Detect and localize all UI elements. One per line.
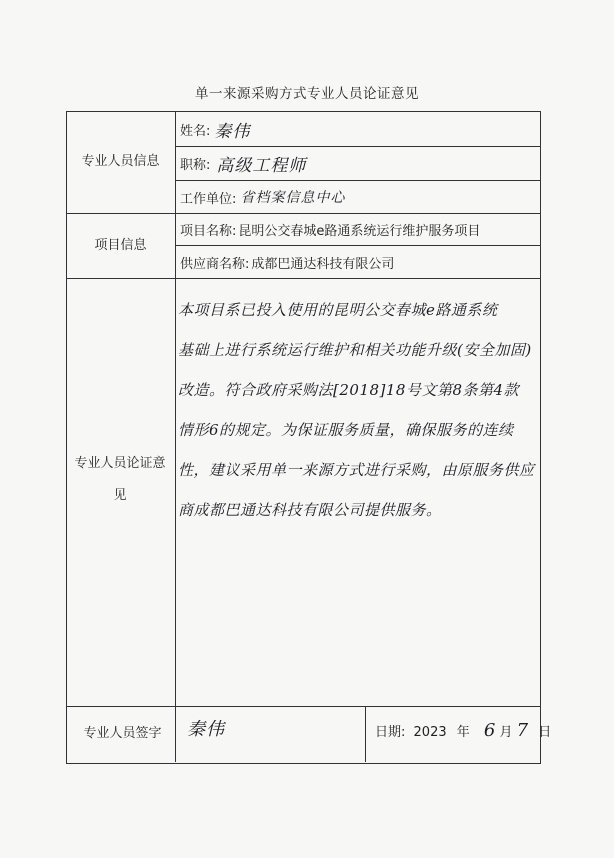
date-day: 7 bbox=[516, 720, 529, 741]
title-row bbox=[180, 147, 306, 180]
opinion-line: 商成都巴通达科技有限公司提供服务。 bbox=[178, 501, 442, 519]
name-row bbox=[180, 112, 250, 146]
supplier-label: 供应商名称: bbox=[180, 256, 250, 272]
opinion-line: 情形6的规定。为保证服务质量，确保服务的连续 bbox=[178, 421, 514, 439]
column-divider bbox=[365, 706, 366, 762]
signature-label: 专业人员签字 bbox=[83, 726, 162, 742]
supplier-value: 成都巴通达科技有限公司 bbox=[251, 256, 395, 272]
name-handwritten: 秦伟 bbox=[214, 121, 251, 142]
column-divider bbox=[175, 111, 176, 762]
opinion-section-label-text: 专业人员论证意见 bbox=[74, 456, 166, 503]
project-info-section-label: 项目信息 bbox=[94, 237, 147, 253]
opinion-line: 本项目系已投入使用的昆明公交春城e路通系统 bbox=[178, 301, 498, 319]
supplier-row bbox=[180, 246, 394, 278]
name-label: 姓名: bbox=[180, 123, 211, 139]
unit-row bbox=[180, 181, 345, 213]
opinion-line: 改造。符合政府采购法[2018]18号文第8条第4款 bbox=[178, 381, 520, 399]
unit-label: 工作单位: bbox=[180, 191, 237, 207]
expert-info-section-label: 专业人员信息 bbox=[81, 154, 160, 170]
project-name-row bbox=[180, 214, 480, 245]
date-day-unit: 日 bbox=[538, 725, 552, 740]
opinion-handwritten-text bbox=[178, 290, 548, 530]
date-month-unit: 月 bbox=[499, 725, 513, 740]
date-field bbox=[375, 720, 551, 741]
title-handwritten: 高级工程师 bbox=[216, 156, 307, 176]
title-label: 职称: bbox=[180, 158, 211, 173]
row-divider bbox=[66, 278, 541, 279]
opinion-line: 基础上进行系统运行维护和相关功能升级(安全加固) bbox=[178, 341, 532, 359]
date-month: 6 bbox=[483, 720, 496, 741]
date-year: 2023 bbox=[413, 725, 447, 740]
project-name-label: 项目名称: bbox=[180, 224, 237, 239]
opinion-line: 性，建议采用单一来源方式进行采购，由原服务供应 bbox=[178, 461, 535, 479]
signature-handwritten: 秦伟 bbox=[187, 719, 225, 740]
document-title: 单一来源采购方式专业人员论证意见 bbox=[195, 86, 419, 102]
date-year-unit: 年 bbox=[456, 725, 470, 740]
opinion-section-label bbox=[70, 440, 170, 520]
unit-handwritten: 省档案信息中心 bbox=[240, 190, 346, 206]
project-name-value: 昆明公交春城e路通系统运行维护服务项目 bbox=[238, 224, 481, 239]
date-label: 日期: bbox=[375, 725, 406, 740]
